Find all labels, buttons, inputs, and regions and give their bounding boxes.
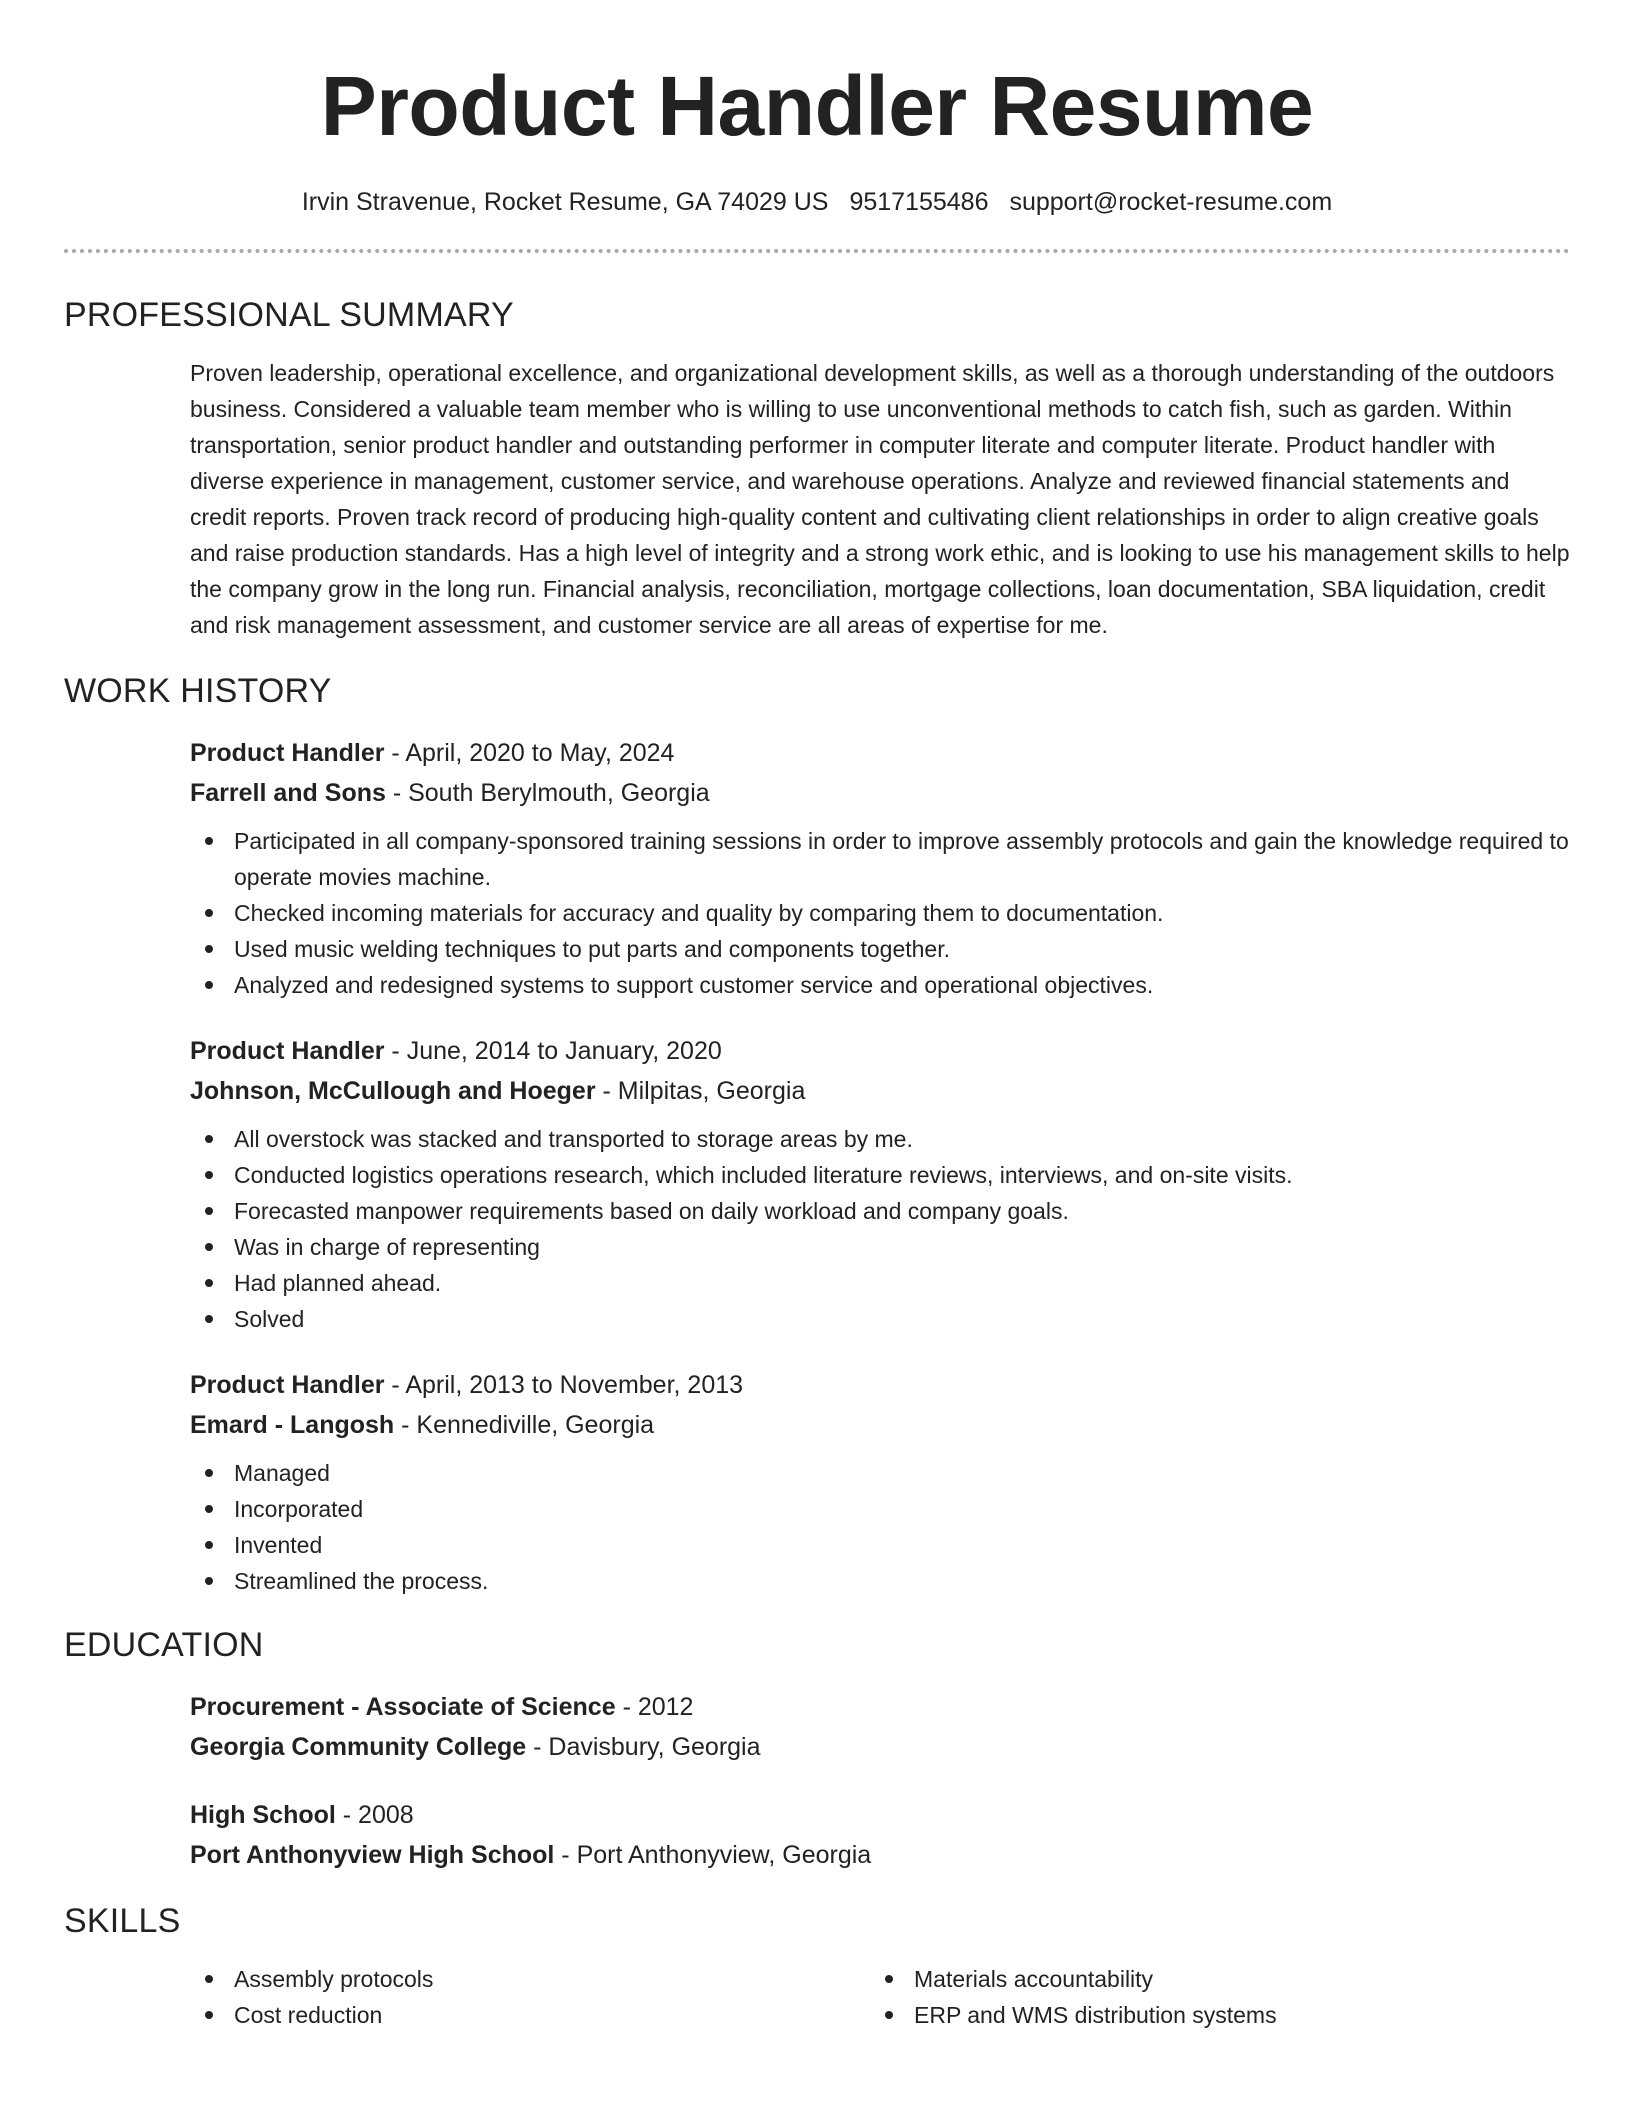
job-company: Emard - Langosh xyxy=(190,1411,395,1439)
degree-year: - 2012 xyxy=(615,1693,694,1721)
job-duty: Was in charge of representing xyxy=(190,1229,1570,1265)
skills-list-right xyxy=(870,1961,1550,2033)
job-company-line xyxy=(190,1405,1570,1445)
job-duty: Used music welding techniques to put parts and components together. xyxy=(190,931,1570,967)
job-duty: Forecasted manpower requirements based on daily workload and company goals. xyxy=(190,1193,1570,1229)
skills-section xyxy=(64,1899,1570,2033)
job-title-line xyxy=(190,1365,1570,1405)
summary-text: Proven leadership, operational excellence, and organizational development skills, as well as a thorough understanding of the outdoors business. Considered a valuable team member who is willing to use unconventional methods to catch fish, such as garden. Within transportation, senior product handler and outstanding performer in computer literate and computer literate. Product handler with diverse experience in management, customer service, and warehouse operations. Analyze and reviewed financial statements and credit reports. Proven track record of producing high-quality content and cultivating client relationships in order to align creative goals and raise production standards. Has a high level of integrity and a strong work ethic, and is looking to use his management skills to help the company grow in the long run. Financial analysis, reconciliation, mortgage collections, loan documentation, SBA liquidation, credit and risk management assessment, and customer service are all areas of expertise for me. xyxy=(190,360,1570,638)
degree-year: - 2008 xyxy=(335,1801,414,1829)
job-duty: Managed xyxy=(190,1455,1570,1491)
education-entry xyxy=(190,1795,1570,1875)
job-company: Farrell and Sons xyxy=(190,779,386,807)
job-location: - South Berylmouth, Georgia xyxy=(385,779,710,807)
education-section xyxy=(64,1623,1570,1875)
resume-page xyxy=(64,0,1570,2033)
job-entry xyxy=(190,1365,1570,1599)
job-duty: Checked incoming materials for accuracy and quality by comparing them to documentation. xyxy=(190,895,1570,931)
job-duty: Had planned ahead. xyxy=(190,1265,1570,1301)
contact-address: Irvin Stravenue, Rocket Resume, GA 74029 US xyxy=(301,188,829,216)
work-history-section xyxy=(64,669,1570,1599)
job-location: - Milpitas, Georgia xyxy=(595,1077,806,1105)
degree-line xyxy=(190,1795,1570,1835)
job-dates: - April, 2013 to November, 2013 xyxy=(384,1371,744,1399)
degree-line xyxy=(190,1687,1570,1727)
skills-heading: SKILLS xyxy=(64,1902,181,1940)
skill-item: Materials accountability xyxy=(870,1961,1550,1997)
job-duty: Analyzed and redesigned systems to support customer service and operational objectives. xyxy=(190,967,1570,1003)
job-title-line xyxy=(190,733,1570,773)
contact-line xyxy=(64,186,1570,218)
work-history-heading: WORK HISTORY xyxy=(64,672,332,710)
skills-grid xyxy=(190,1961,1570,2033)
job-title: Product Handler xyxy=(190,1371,385,1399)
summary-heading: PROFESSIONAL SUMMARY xyxy=(64,296,514,334)
job-duties-list xyxy=(190,1121,1570,1337)
job-duty: Streamlined the process. xyxy=(190,1563,1570,1599)
job-title-line xyxy=(190,1031,1570,1071)
degree-name: High School xyxy=(190,1801,336,1829)
resume-title: Product Handler Resume xyxy=(320,59,1314,153)
skill-item: Cost reduction xyxy=(190,1997,870,2033)
job-duty: Invented xyxy=(190,1527,1570,1563)
header-divider xyxy=(64,249,1570,253)
job-title: Product Handler xyxy=(190,1037,385,1065)
job-duty: All overstock was stacked and transported to storage areas by me. xyxy=(190,1121,1570,1157)
job-duty: Solved xyxy=(190,1301,1570,1337)
school-line xyxy=(190,1835,1570,1875)
education-entry xyxy=(190,1687,1570,1767)
degree-name: Procurement - Associate of Science xyxy=(190,1693,616,1721)
job-dates: - April, 2020 to May, 2024 xyxy=(384,739,675,767)
skill-item: ERP and WMS distribution systems xyxy=(870,1997,1550,2033)
job-duties-list xyxy=(190,1455,1570,1599)
job-company-line xyxy=(190,1071,1570,1111)
school-name: Georgia Community College xyxy=(190,1733,527,1761)
school-location: - Port Anthonyview, Georgia xyxy=(554,1841,872,1869)
job-duty: Incorporated xyxy=(190,1491,1570,1527)
contact-email: support@rocket-resume.com xyxy=(1009,188,1333,216)
education-heading: EDUCATION xyxy=(64,1626,264,1664)
job-duty: Participated in all company-sponsored training sessions in order to improve assembly protocols and gain the knowledge required to operate movies machine. xyxy=(190,823,1570,895)
job-location: - Kennediville, Georgia xyxy=(394,1411,655,1439)
job-duties-list xyxy=(190,823,1570,1003)
job-duty: Conducted logistics operations research, which included literature reviews, interviews, and on-site visits. xyxy=(190,1157,1570,1193)
school-line xyxy=(190,1727,1570,1767)
skills-list-left xyxy=(190,1961,870,2033)
school-name: Port Anthonyview High School xyxy=(190,1841,555,1869)
job-dates: - June, 2014 to January, 2020 xyxy=(384,1037,722,1065)
summary-section xyxy=(64,293,1570,643)
job-entry xyxy=(190,733,1570,1003)
job-title: Product Handler xyxy=(190,739,385,767)
job-company: Johnson, McCullough and Hoeger xyxy=(190,1077,596,1105)
school-location: - Davisbury, Georgia xyxy=(526,1733,761,1761)
job-entry xyxy=(190,1031,1570,1337)
skill-item: Assembly protocols xyxy=(190,1961,870,1997)
job-company-line xyxy=(190,773,1570,813)
contact-phone: 9517155486 xyxy=(849,188,989,216)
